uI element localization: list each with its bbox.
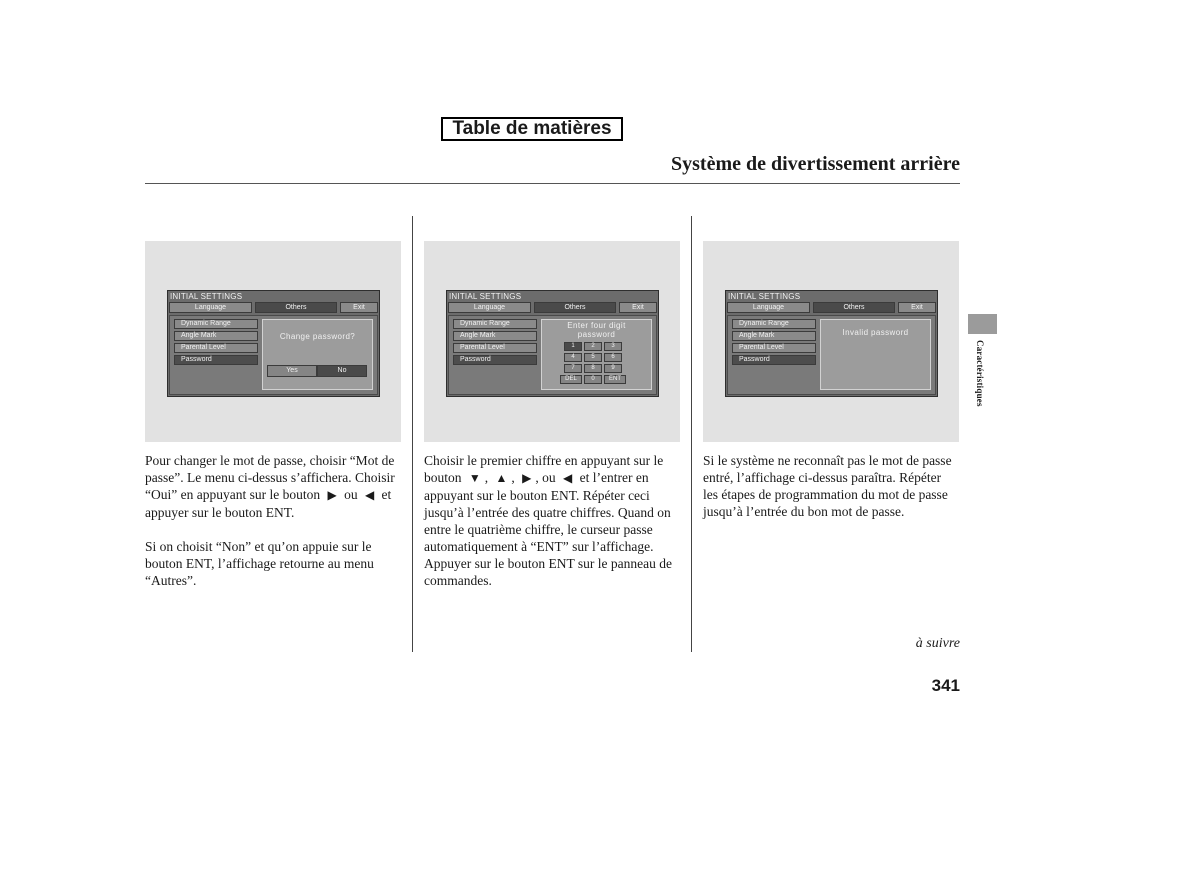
key-1[interactable]: 1 <box>564 342 582 351</box>
column-divider-1 <box>412 216 413 652</box>
tab-others[interactable]: Others <box>255 302 337 313</box>
continued-note: à suivre <box>915 636 960 651</box>
text: et l’entrer en appuyant sur le bouton ENT. Répéter ceci jusqu’à l’entrée des quatre chiffres. Quand on entre le quatrième chiffre, le curseur passe automatiquement à “ENT” sur l’affichage. Appuyer sur le bouton ENT sur le panneau de commandes. <box>424 470 672 588</box>
yes-button[interactable]: Yes <box>267 365 317 377</box>
key-3[interactable]: 3 <box>604 342 622 351</box>
paragraph: Si le système ne reconnaît pas le mot de passe entré, l’affichage ci-dessus paraîtra. Répéter les étapes de programmation du mot de passe jusqu’à l’entrée du bon mot de passe. <box>703 453 952 519</box>
menu-item-password[interactable]: Password <box>453 355 537 365</box>
key-9[interactable]: 9 <box>604 364 622 373</box>
table-of-contents-button[interactable]: Table de matières <box>441 117 623 141</box>
tab-exit[interactable]: Exit <box>340 302 378 313</box>
screen-title: INITIAL SETTINGS <box>170 292 243 301</box>
key-4[interactable]: 4 <box>564 353 582 362</box>
key-6[interactable]: 6 <box>604 353 622 362</box>
settings-menu <box>174 319 258 367</box>
text: , <box>484 470 489 485</box>
menu-item-password[interactable]: Password <box>732 355 816 365</box>
tab-exit[interactable]: Exit <box>898 302 936 313</box>
up-arrow-icon: ▲ <box>495 471 508 485</box>
tab-language[interactable]: Language <box>727 302 810 313</box>
text: , ou <box>535 470 556 485</box>
tab-others[interactable]: Others <box>534 302 616 313</box>
screen-illustration-enter-password <box>424 241 680 442</box>
menu-item-dynamic-range[interactable]: Dynamic Range <box>732 319 816 329</box>
left-arrow-icon: ◀ <box>364 488 375 502</box>
settings-menu <box>453 319 537 367</box>
tab-bar <box>169 302 378 314</box>
paragraph <box>145 452 401 521</box>
tab-language[interactable]: Language <box>169 302 252 313</box>
settings-body <box>727 315 936 395</box>
down-arrow-icon: ▼ <box>468 471 481 485</box>
paragraph: Si on choisit “Non” et qu’on appuie sur le bouton ENT, l’affichage retourne au menu “Autres”. <box>145 539 374 588</box>
section-tab-label: Caractéristiques <box>975 340 985 407</box>
settings-body <box>169 315 378 395</box>
tab-bar <box>448 302 657 314</box>
screen-title: INITIAL SETTINGS <box>728 292 801 301</box>
initial-settings-screen <box>725 290 938 397</box>
key-7[interactable]: 7 <box>564 364 582 373</box>
dialog-message: Change password? <box>279 332 356 341</box>
right-arrow-icon: ▶ <box>327 488 337 502</box>
section-tab-marker <box>968 314 997 334</box>
change-password-dialog <box>262 319 373 390</box>
settings-body <box>448 315 657 395</box>
key-5[interactable]: 5 <box>584 353 602 362</box>
key-2[interactable]: 2 <box>584 342 602 351</box>
no-button[interactable]: No <box>317 365 367 377</box>
right-arrow-icon: ▶ <box>522 471 532 485</box>
tab-others[interactable]: Others <box>813 302 895 313</box>
dialog-message-line-2: password <box>577 330 616 339</box>
screen-illustration-change-password <box>145 241 401 442</box>
screen-illustration-invalid-password <box>703 241 959 442</box>
menu-item-angle-mark[interactable]: Angle Mark <box>732 331 816 341</box>
menu-item-angle-mark[interactable]: Angle Mark <box>174 331 258 341</box>
menu-item-dynamic-range[interactable]: Dynamic Range <box>174 319 258 329</box>
tab-exit[interactable]: Exit <box>619 302 657 313</box>
page-number: 341 <box>931 676 960 695</box>
initial-settings-screen <box>446 290 659 397</box>
settings-menu <box>732 319 816 367</box>
key-0[interactable]: 0 <box>584 375 602 384</box>
text: et appuyer sur le bouton ENT. <box>145 487 392 520</box>
initial-settings-screen <box>167 290 380 397</box>
column-1-text <box>145 452 401 589</box>
column-divider-2 <box>691 216 692 652</box>
key-ent[interactable]: ENT <box>604 375 626 384</box>
text: ou <box>344 487 358 502</box>
menu-item-password[interactable]: Password <box>174 355 258 365</box>
text: Pour changer le mot de passe, choisir “Mot de passe”. Le menu ci-dessus s’affichera. Choisir “Oui” en appuyant sur le bouton <box>145 453 395 502</box>
enter-password-dialog <box>541 319 652 390</box>
text: Choisir le premier chiffre en appuyant sur le bouton <box>424 453 664 485</box>
paragraph <box>424 452 680 589</box>
column-2-text <box>424 452 680 589</box>
key-8[interactable]: 8 <box>584 364 602 373</box>
screen-title: INITIAL SETTINGS <box>449 292 522 301</box>
dialog-message-line-1: Enter four digit <box>567 321 626 330</box>
menu-item-parental-level[interactable]: Parental Level <box>732 343 816 353</box>
dialog-message: Invalid password <box>842 328 909 337</box>
invalid-password-dialog <box>820 319 931 390</box>
key-del[interactable]: DEL <box>560 375 582 384</box>
menu-item-parental-level[interactable]: Parental Level <box>453 343 537 353</box>
section-title: Système de divertissement arrière <box>671 153 960 175</box>
menu-item-dynamic-range[interactable]: Dynamic Range <box>453 319 537 329</box>
text: , <box>511 470 515 485</box>
column-3-text <box>703 452 959 520</box>
menu-item-angle-mark[interactable]: Angle Mark <box>453 331 537 341</box>
left-arrow-icon: ◀ <box>563 471 573 485</box>
menu-item-parental-level[interactable]: Parental Level <box>174 343 258 353</box>
tab-bar <box>727 302 936 314</box>
header-divider <box>145 183 960 184</box>
tab-language[interactable]: Language <box>448 302 531 313</box>
